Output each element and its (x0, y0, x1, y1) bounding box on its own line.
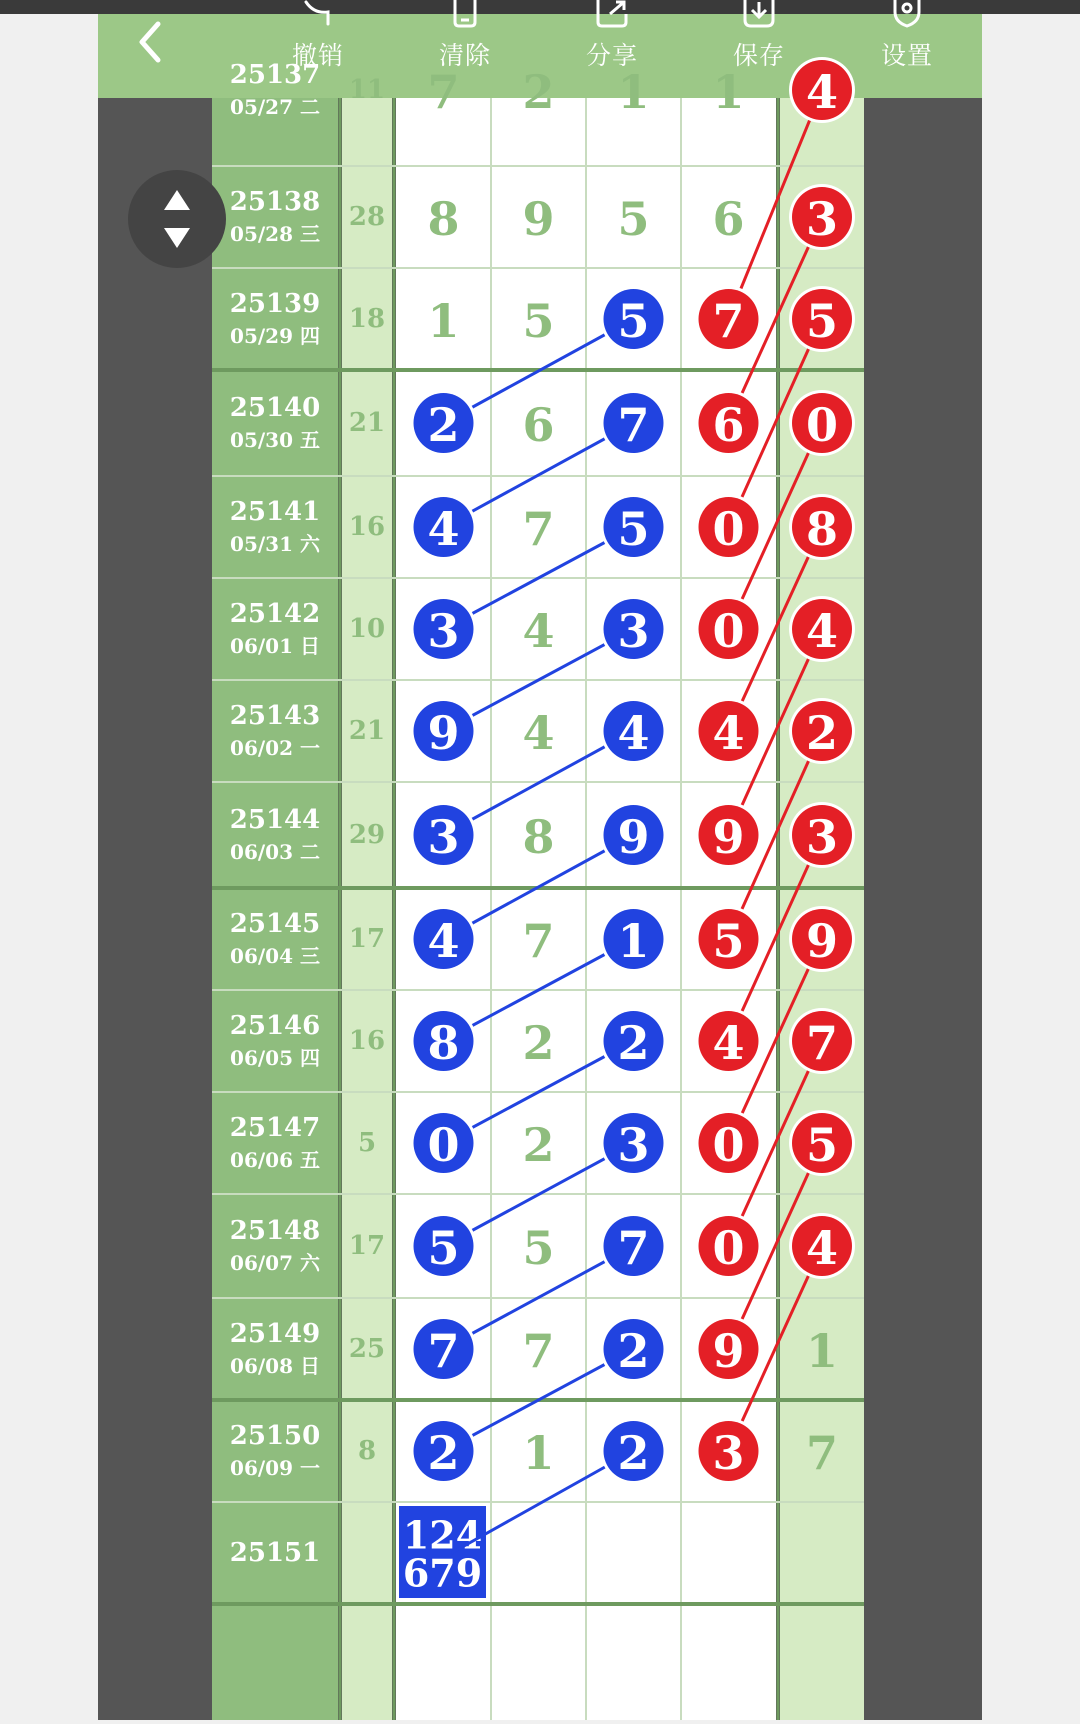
blue-ball-digit: 9 (617, 810, 650, 864)
red-ball-digit: 4 (805, 1221, 839, 1275)
digit-sum: 16 (348, 512, 386, 542)
issue-date: 06/09 一 (230, 1456, 320, 1480)
red-ball-digit: 3 (805, 810, 839, 864)
issue-number: 25150 (229, 1421, 321, 1451)
sum-column (342, 98, 392, 1720)
issue-date: 06/04 三 (230, 944, 320, 968)
plain-digit: 4 (522, 604, 555, 658)
prediction-issue: 25151 (229, 1538, 321, 1568)
digit-sum: 21 (348, 716, 386, 746)
blue-ball-digit: 5 (617, 294, 650, 348)
issue-date: 06/06 五 (230, 1148, 320, 1172)
blue-ball-digit: 8 (427, 1016, 460, 1070)
digit-sum: 29 (348, 820, 386, 850)
red-ball-digit: 4 (805, 65, 839, 119)
chart-area (98, 60, 982, 1720)
issue-date: 06/03 二 (230, 840, 320, 864)
issue-number: 25144 (229, 805, 321, 835)
share-label: 分享 (585, 41, 638, 70)
issue-date: 05/30 五 (230, 428, 320, 452)
blue-ball-digit: 3 (617, 604, 650, 658)
red-ball-digit: 5 (805, 294, 839, 348)
plain-digit: 8 (522, 810, 555, 864)
issue-number: 25140 (229, 393, 321, 423)
digit-sum: 10 (348, 614, 386, 644)
plain-digit: 2 (522, 1118, 555, 1172)
plain-digit: 7 (522, 502, 555, 556)
red-ball-digit: 0 (712, 1221, 745, 1275)
blue-ball-digit: 0 (427, 1118, 460, 1172)
digit-sum: 8 (357, 1436, 377, 1466)
plain-digit: 1 (617, 65, 650, 119)
issue-number: 25146 (229, 1011, 321, 1041)
issue-date: 06/08 日 (230, 1354, 320, 1378)
red-ball-digit: 3 (712, 1426, 745, 1480)
issue-date: 05/27 二 (230, 95, 320, 119)
blue-ball-digit: 1 (617, 914, 650, 968)
blue-ball-digit: 2 (617, 1426, 650, 1480)
issue-date: 06/02 一 (230, 736, 320, 760)
blue-ball-digit: 9 (427, 706, 460, 760)
digit-sum: 17 (348, 924, 386, 954)
red-ball-digit: 2 (805, 706, 839, 760)
undo-icon (298, 0, 338, 28)
red-ball-digit: 0 (712, 502, 745, 556)
plain-digit: 2 (522, 65, 555, 119)
blue-ball-digit: 3 (617, 1118, 650, 1172)
red-ball-digit: 4 (712, 706, 745, 760)
digit-sum: 16 (348, 1026, 386, 1056)
plain-digit: 1 (712, 65, 745, 119)
red-ball-digit: 7 (712, 294, 745, 348)
red-ball-digit: 0 (805, 398, 839, 452)
save-label: 保存 (732, 41, 785, 70)
red-ball-digit: 6 (712, 398, 745, 452)
issue-number: 25145 (229, 909, 321, 939)
issue-number: 25143 (229, 701, 321, 731)
plain-digit: 7 (805, 1426, 839, 1480)
issue-number: 25142 (229, 599, 321, 629)
prediction-line1: 124 (402, 1512, 483, 1558)
prediction-line2: 679 (402, 1550, 483, 1596)
back-button[interactable] (128, 18, 176, 66)
red-ball-digit: 4 (712, 1016, 745, 1070)
issue-number: 25139 (229, 289, 321, 319)
digit-sum: 25 (348, 1334, 386, 1364)
plain-digit: 4 (522, 706, 555, 760)
issue-date: 05/28 三 (230, 222, 320, 246)
blue-ball-digit: 4 (427, 914, 460, 968)
plain-digit: 5 (522, 1221, 555, 1275)
settings-button[interactable] (847, 0, 967, 84)
plain-digit: 6 (712, 192, 745, 246)
red-ball-digit: 0 (712, 1118, 745, 1172)
blue-ball-digit: 5 (617, 502, 650, 556)
share-button[interactable] (552, 0, 672, 84)
blue-ball-digit: 3 (427, 810, 460, 864)
blue-ball-digit: 7 (427, 1324, 460, 1378)
save-icon (739, 0, 779, 28)
digit-sum: 11 (348, 75, 386, 105)
phone-clear-icon (445, 0, 485, 28)
blue-ball-digit: 5 (427, 1221, 460, 1275)
right-margin (982, 14, 1080, 1720)
blue-ball-digit: 3 (427, 604, 460, 658)
plain-digit: 1 (805, 1324, 839, 1378)
digit-sum: 21 (348, 408, 386, 438)
digit-sum: 5 (357, 1128, 377, 1158)
red-ball-digit: 5 (712, 914, 745, 968)
plain-digit: 5 (522, 294, 555, 348)
digit-sum: 18 (348, 304, 386, 334)
trend-chart (98, 60, 982, 1720)
plain-digit: 1 (427, 294, 460, 348)
red-ball-digit: 5 (805, 1118, 839, 1172)
blue-ball-digit: 7 (617, 1221, 650, 1275)
digit-sum: 28 (348, 202, 386, 232)
issue-date: 06/07 六 (230, 1251, 320, 1275)
issue-number: 25141 (229, 497, 321, 527)
issue-number: 25149 (229, 1319, 321, 1349)
plain-digit: 5 (617, 192, 650, 246)
red-ball-digit: 9 (712, 1324, 745, 1378)
issue-number: 25137 (229, 60, 321, 90)
blue-ball-digit: 2 (617, 1016, 650, 1070)
share-icon (592, 0, 632, 28)
clear-label: 清除 (438, 41, 491, 70)
blue-ball-digit: 2 (427, 1426, 460, 1480)
scroll-arrows-icon (128, 170, 226, 268)
red-ball-digit: 3 (805, 192, 839, 246)
digit-sum: 17 (348, 1231, 386, 1261)
left-margin (0, 14, 98, 1720)
blue-ball-digit: 2 (617, 1324, 650, 1378)
scroll-handle[interactable] (128, 170, 226, 268)
plain-digit: 7 (522, 914, 555, 968)
blue-ball-digit: 2 (427, 398, 460, 452)
plain-digit: 7 (427, 65, 460, 119)
issue-date: 06/01 日 (230, 634, 320, 658)
blue-ball-digit: 4 (427, 502, 460, 556)
settings-label: 设置 (880, 41, 933, 70)
clear-button[interactable] (405, 0, 525, 84)
red-ball-digit: 4 (805, 604, 839, 658)
red-ball-digit: 8 (805, 502, 839, 556)
blue-ball-digit: 4 (617, 706, 650, 760)
issue-number: 25138 (229, 187, 321, 217)
blue-ball-digit: 7 (617, 398, 650, 452)
plain-digit: 2 (522, 1016, 555, 1070)
red-ball-digit: 9 (805, 914, 839, 968)
plain-digit: 7 (522, 1324, 555, 1378)
settings-shield-icon (887, 0, 927, 28)
red-ball-digit: 7 (805, 1016, 839, 1070)
plain-digit: 8 (427, 192, 460, 246)
issue-number: 25148 (229, 1216, 321, 1246)
red-ball-digit: 0 (712, 604, 745, 658)
issue-date: 05/29 四 (230, 324, 320, 348)
plain-digit: 6 (522, 398, 555, 452)
issue-number: 25147 (229, 1113, 321, 1143)
undo-label: 撤销 (291, 41, 344, 70)
issue-date: 05/31 六 (230, 532, 320, 556)
issue-date: 06/05 四 (230, 1046, 320, 1070)
plain-digit: 9 (522, 192, 555, 246)
plain-digit: 1 (522, 1426, 555, 1480)
chevron-left-icon (142, 24, 158, 60)
red-ball-digit: 9 (712, 810, 745, 864)
